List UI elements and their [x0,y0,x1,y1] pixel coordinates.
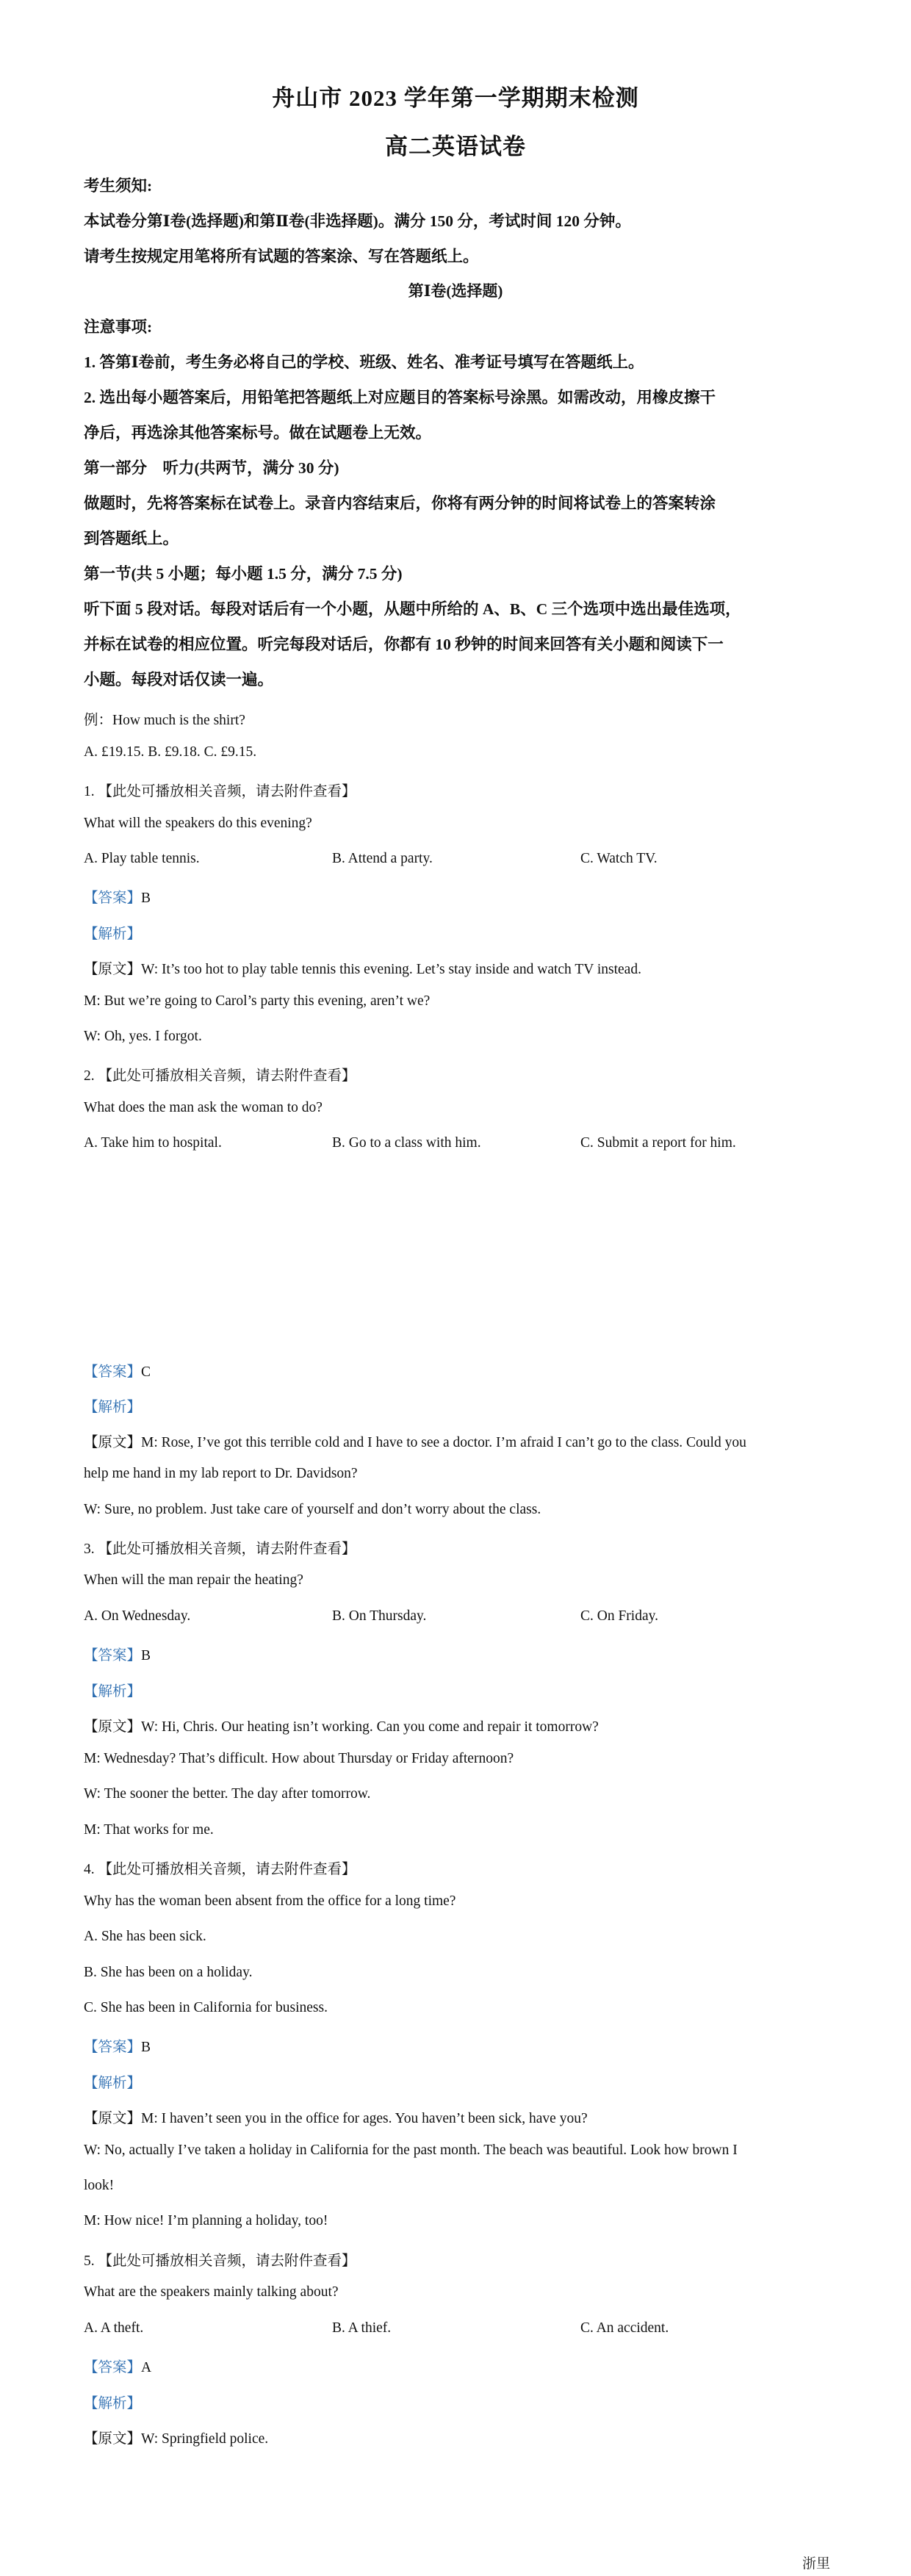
q1-answer [84,886,827,907]
section-1-instr-c: 小题。每段对话仅读一遍。 [84,671,274,688]
q1-number: 1. 【此处可播放相关音频，请去附件查看】 [84,784,356,799]
caution-heading: 注意事项: [84,318,153,336]
q1-script-2: M: But we’re going to Carol’s party this evening, aren’t we? [84,993,431,1009]
q3-option-c: C. On Friday. [580,1608,658,1624]
q4-script-3: look! [84,2178,115,2193]
section-1-instr-b: 并标在试卷的相应位置。听完每段对话后，你都有 10 秒钟的时间来回答有关小题和阅读下一 [84,636,724,653]
q3-script-1: 【原文】W: Hi, Chris. Our heating isn’t working. Can you come and repair it tomorrow? [84,1719,599,1735]
volume-1-title: 第Ⅰ卷(选择题) [408,282,503,300]
exam-title: 舟山市 2023 学年第一学期期末检测 [272,85,639,111]
part-1-intro-b: 到答题纸上。 [84,530,179,547]
q5-script-1: 【原文】W: Springfield police. [84,2431,269,2447]
q5-analysis [84,2392,827,2412]
original-label: 【原文】 [84,1435,142,1450]
notice-heading: 考生须知: [84,177,153,195]
q1-option-c: C. Watch TV. [580,851,658,866]
q3-analysis [84,1680,827,1700]
original-label: 【原文】 [84,1719,142,1735]
q2-number: 2. 【此处可播放相关音频，请去附件查看】 [84,1068,356,1084]
q5-answer-value: A [141,2360,152,2375]
notice-line-2: 请考生按规定用笔将所有试题的答案涂、写在答题纸上。 [84,248,479,265]
q1-option-a: A. Play table tennis. [84,851,200,866]
answer-label: 【答案】 [84,1364,142,1380]
caution-2b: 净后，再选涂其他答案标号。做在试题卷上无效。 [84,424,432,442]
q4-stem: Why has the woman been absent from the office for a long time? [84,1893,456,1909]
q4-option-b: B. She has been on a holiday. [84,1965,253,1980]
q5-option-c: C. An accident. [580,2320,669,2336]
original-label: 【原文】 [84,2431,142,2447]
analysis-label: 【解析】 [84,927,142,942]
analysis-label: 【解析】 [84,2396,142,2411]
q4-script-4: M: How nice! I’m planning a holiday, too! [84,2213,328,2228]
q5-option-b: B. A thief. [332,2320,392,2336]
example-question: 例：How much is the shirt? [84,713,245,728]
q2-script-1: 【原文】M: Rose, I’ve got this terrible cold and I have to see a doctor. I’m afraid I can’t go to the class. Could you [84,1435,746,1450]
original-label: 【原文】 [84,2111,142,2126]
exam-subtitle: 高二英语试卷 [385,134,526,159]
answer-label: 【答案】 [84,2360,142,2375]
q3-answer-value: B [141,1648,151,1663]
q2-option-a: A. Take him to hospital. [84,1135,222,1151]
q5-answer [84,2356,827,2376]
q4-script-1: 【原文】M: I haven’t seen you in the office for ages. You haven’t been sick, have you? [84,2111,588,2126]
q4-script-2: W: No, actually I’ve taken a holiday in California for the past month. The beach was beautiful. Look how brown I [84,2143,738,2158]
q3-stem: When will the man repair the heating? [84,1572,303,1588]
q4-answer-value: B [141,2040,151,2055]
footer-mark: 浙里 [802,2556,830,2572]
notice-line-1: 本试卷分第Ⅰ卷(选择题)和第Ⅱ卷(非选择题)。满分 150 分，考试时间 120 分钟。 [84,212,631,230]
q1-stem: What will the speakers do this evening? [84,816,312,831]
q3-script-4: M: That works for me. [84,1822,214,1838]
q2-stem: What does the man ask the woman to do? [84,1100,323,1115]
answer-label: 【答案】 [84,2040,142,2055]
q4-option-c: C. She has been in California for business. [84,2000,328,2015]
answer-label: 【答案】 [84,1648,142,1663]
caution-2a: 2. 选出每小题答案后，用铅笔把答题纸上对应题目的答案标号涂黑。如需改动，用橡皮擦干 [84,389,716,406]
q3-option-a: A. On Wednesday. [84,1608,191,1624]
q2-script-2: help me hand in my lab report to Dr. Davidson? [84,1466,358,1481]
q2-option-b: B. Go to a class with him. [332,1135,481,1151]
answer-label: 【答案】 [84,891,142,906]
q5-stem: What are the speakers mainly talking about? [84,2284,339,2300]
q1-option-b: B. Attend a party. [332,851,433,866]
q1-script-1: 【原文】W: It’s too hot to play table tennis this evening. Let’s stay inside and watch TV instead. [84,962,641,977]
q2-script-3: W: Sure, no problem. Just take care of yourself and don’t worry about the class. [84,1502,541,1517]
part-1-title: 第一部分 听力(共两节，满分 30 分) [84,459,339,477]
q3-option-b: B. On Thursday. [332,1608,427,1624]
part-1-intro-a: 做题时，先将答案标在试卷上。录音内容结束后，你将有两分钟的时间将试卷上的答案转涂 [84,494,716,512]
q4-number: 4. 【此处可播放相关音频，请去附件查看】 [84,1862,356,1877]
q4-option-a: A. She has been sick. [84,1929,206,1944]
example-options: A. £19.15. B. £9.18. C. £9.15. [84,744,257,760]
q1-answer-value: B [141,891,151,906]
q3-script-2: M: Wednesday? That’s difficult. How about Thursday or Friday afternoon? [84,1751,514,1766]
q4-answer [84,2035,827,2056]
section-1-title: 第一节(共 5 小题；每小题 1.5 分，满分 7.5 分) [84,565,403,583]
q5-option-a: A. A theft. [84,2320,144,2336]
q3-answer [84,1644,827,1664]
q2-option-c: C. Submit a report for him. [580,1135,736,1151]
q3-script-3: W: The sooner the better. The day after tomorrow. [84,1786,371,1802]
original-label: 【原文】 [84,962,142,977]
q3-number: 3. 【此处可播放相关音频，请去附件查看】 [84,1541,356,1557]
analysis-label: 【解析】 [84,1400,142,1415]
caution-1: 1. 答第Ⅰ卷前，考生务必将自己的学校、班级、姓名、准考证号填写在答题纸上。 [84,353,644,371]
analysis-label: 【解析】 [84,2076,142,2091]
q2-answer-value: C [141,1364,151,1380]
q1-script-3: W: Oh, yes. I forgot. [84,1029,202,1044]
q2-analysis [84,1395,827,1416]
q1-analysis [84,922,827,943]
q2-answer [84,1360,827,1381]
q5-number: 5. 【此处可播放相关音频，请去附件查看】 [84,2253,356,2269]
analysis-label: 【解析】 [84,1684,142,1699]
section-1-instr-a: 听下面 5 段对话。每段对话后有一个小题，从题中所给的 A、B、C 三个选项中选出最佳选项， [84,600,741,618]
q4-analysis [84,2071,827,2092]
